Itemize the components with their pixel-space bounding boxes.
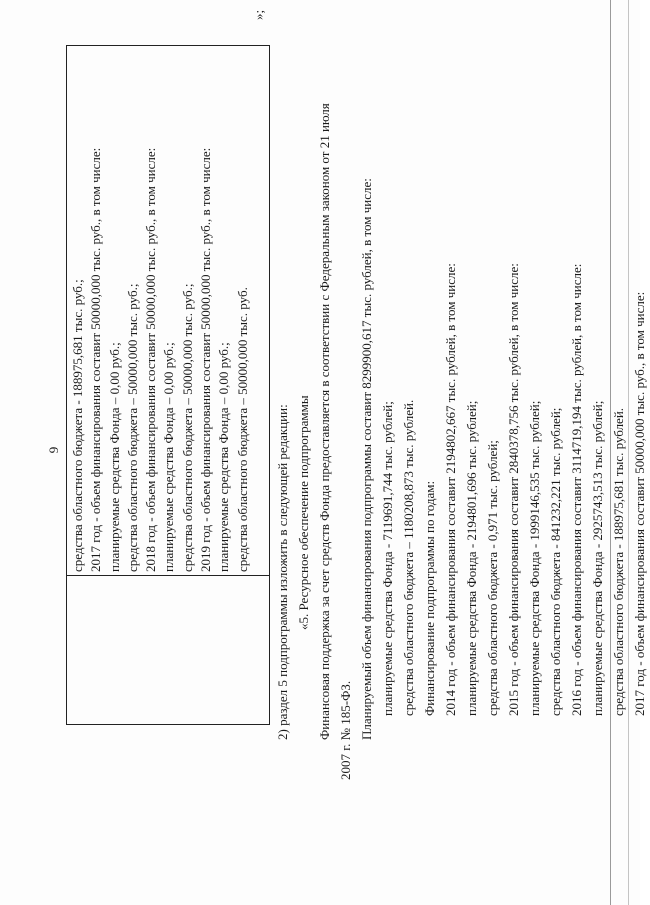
table-line: планируемые средства Фонда – 0,00 руб.;	[106, 342, 122, 572]
closing-quote: »;	[251, 9, 266, 20]
intro-line: 2) раздел 5 подпрограммы изложить в следующей редакции:	[275, 404, 290, 740]
paragraph-line: 2014 год - объем финансирования составит 2194802,667 тыс. рублей, в том числе:	[443, 263, 458, 716]
table-line: 2018 год - объем финансирования составит 50000,000 тыс. руб., в том числе:	[143, 147, 159, 572]
table-line: 2019 год - объем финансирования составит 50000,000 тыс. руб., в том числе:	[198, 147, 214, 572]
table-line: средства областного бюджета - 188975,681 тыс. руб.;	[70, 279, 85, 572]
paragraph-line: средства областного бюджета - 841232,221 тыс. рублей;	[548, 407, 563, 716]
paragraph-line: Планируемый объем финансирования подпрограммы составит 8299900,617 тыс. рублей, в том числе:	[359, 178, 374, 740]
table-line: средства областного бюджета – 50000,000 тыс. руб.;	[124, 283, 140, 572]
table-line: планируемые средства Фонда – 0,00 руб.;	[161, 342, 177, 572]
paragraph-line: Финансовая поддержка за счет средств Фонда предоставляется в соответствии с Федеральным законом от 21 июля	[317, 103, 332, 740]
funding-table	[66, 45, 270, 725]
table-column-divider	[67, 575, 269, 576]
body-text	[272, 10, 650, 780]
paragraph-line: 2007 г. № 185-ФЗ.	[338, 680, 353, 780]
paragraph-line: планируемые средства Фонда - 2925743,513 тыс. рублей;	[590, 400, 605, 716]
paragraph-line: средства областного бюджета - 188975,681 тыс. рублей.	[611, 407, 626, 716]
page-number: 9	[46, 446, 61, 454]
paragraph-line: 2016 год - объем финансирования составит 3114719,194 тыс. рублей, в том числе:	[569, 263, 584, 716]
paragraph-line: 2015 год - объем финансирования составит 2840378,756 тыс. рублей, в том числе:	[506, 263, 521, 716]
table-line: 2017 год - объем финансирования составит 50000,000 тыс. руб., в том числе:	[88, 147, 104, 572]
paragraph-line: планируемые средства Фонда - 2194801,696 тыс. рублей;	[464, 400, 479, 716]
paragraph-line: планируемые средства Фонда - 1999146,535 тыс. рублей;	[527, 400, 542, 716]
paragraph-line: 2017 год - объем финансирования составит 50000,000 тыс. руб., в том числе:	[632, 291, 647, 716]
table-line: планируемые средства Фонда – 0,00 руб.;	[216, 342, 232, 572]
table-cell	[69, 50, 252, 572]
rotated-document	[40, 0, 647, 900]
paragraph-line: средства областного бюджета - 0,971 тыс. рублей;	[485, 440, 500, 716]
section-heading: «5. Ресурсное обеспечение подпрограммы	[296, 395, 311, 630]
paragraph-line: планируемые средства Фонда - 7119691,744 тыс. рублей;	[380, 401, 395, 716]
paragraph-line: Финансирование подпрограммы по годам:	[422, 480, 437, 716]
table-line: средства областного бюджета – 50000,000 тыс. руб.	[234, 287, 250, 572]
table-line: средства областного бюджета – 50000,000 тыс. руб.;	[179, 283, 195, 572]
paragraph-line: средства областного бюджета – 1180208,873 тыс. рублей.	[401, 399, 416, 716]
